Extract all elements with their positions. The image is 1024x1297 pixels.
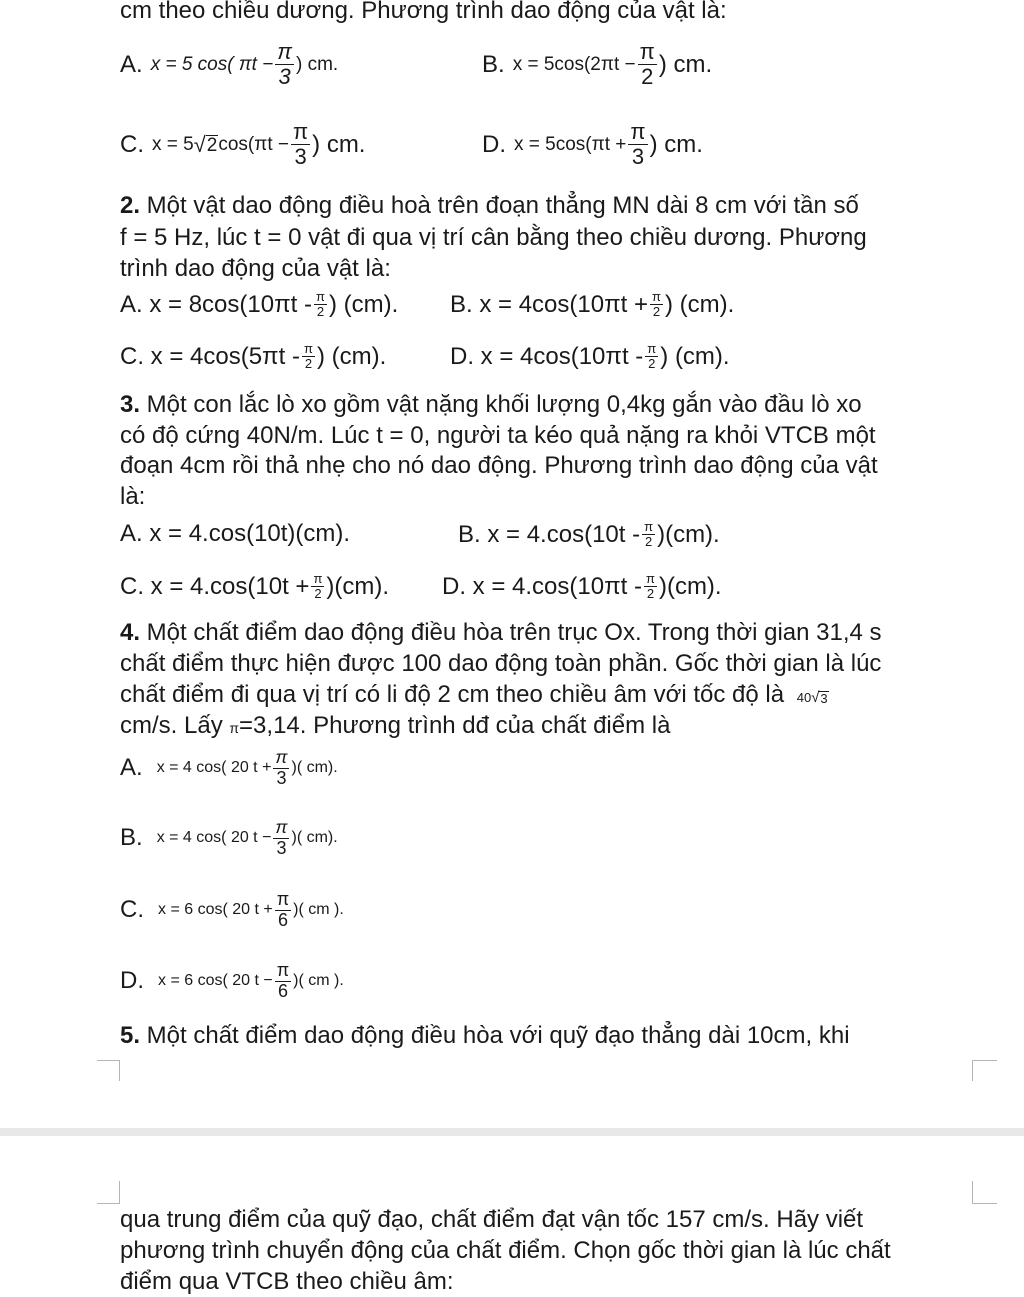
q2-option-b: B. x = 4cos(10πt + $\frac{\pi}{2}$ ) (cm).	[450, 289, 735, 320]
q2-line-3: trình dao động của vật là:	[120, 255, 391, 282]
q5-line-1: 5. Một chất điểm dao động điều hòa với quỹ đạo thẳng dài 10cm, khi	[120, 1022, 850, 1049]
page-corner-mark	[972, 1060, 997, 1081]
page-corner-mark	[972, 1181, 997, 1204]
q2-line-2: f = 5 Hz, lúc t = 0 vật đi qua vị trí cân bằng theo chiều dương. Phương	[120, 224, 867, 251]
q2-option-a: A. x = 8cos(10πt - $\frac{\pi}{2}$ ) (cm).	[120, 289, 399, 320]
page-corner-mark	[97, 1181, 120, 1204]
q1-option-c: C. x = 5 √ 2 cos(πt − $\frac{\pi}{3}$ ) cm.	[120, 119, 366, 170]
q3-line-3: đoạn 4cm rồi thả nhẹ cho nó dao động. Phương trình dao động của vật	[120, 452, 878, 479]
header-line: cm theo chiều dương. Phương trình dao động của vật là:	[120, 0, 727, 24]
q5-line-3: phương trình chuyển động của chất điểm. Chọn gốc thời gian là lúc chất	[120, 1237, 891, 1264]
sqrt-symbol: √ 2	[193, 131, 218, 157]
q4-line-4: cm/s. Lấy π=3,14. Phương trình dđ của chất điểm là	[120, 712, 671, 739]
q4-option-b: B. x = 4 cos( 20 t − $\frac{\pi}{3}$ )( cm).	[120, 817, 338, 858]
q3-line-2: có độ cứng 40N/m. Lúc t = 0, người ta kéo quả nặng ra khỏi VTCB một	[120, 422, 876, 449]
q5-line-4: điểm qua VTCB theo chiều âm:	[120, 1268, 454, 1295]
speed-value: 40 √ 3	[796, 689, 828, 706]
q4-line-1: 4. Một chất điểm dao động điều hòa trên trục Ox. Trong thời gian 31,4 s	[120, 619, 882, 646]
q1-option-b: B. x = 5cos(2πt − $\frac{\pi}{2}$ ) cm.	[482, 39, 713, 90]
q2-line-1: 2. Một vật dao động điều hoà trên đoạn thẳng MN dài 8 cm với tần số	[120, 192, 859, 219]
q3-line-1: 3. Một con lắc lò xo gồm vật nặng khối lượng 0,4kg gắn vào đầu lò xo	[120, 391, 862, 418]
q3-line-4: là:	[120, 483, 146, 510]
q1-option-d: D. x = 5cos(πt + $\frac{\pi}{3}$ ) cm.	[482, 119, 703, 170]
q1-option-a: A. x = 5 cos( πt − $\frac{\pi}{3}$ ) cm.	[120, 39, 339, 90]
q3-option-c: C. x = 4.cos(10t + $\frac{\pi}{2}$ )(cm).	[120, 571, 390, 602]
q4-option-c: C. x = 6 cos( 20 t + $\frac{\pi}{6}$ )( cm ).	[120, 889, 344, 930]
q4-line-3: chất điểm đi qua vị trí có li độ 2 cm theo chiều âm với tốc độ là 40 √ 3	[120, 681, 828, 708]
q3-option-b: B. x = 4.cos(10t - $\frac{\pi}{2}$ )(cm).	[458, 519, 720, 550]
q3-option-a: A. x = 4.cos(10t)(cm).	[120, 520, 351, 547]
q2-option-d: D. x = 4cos(10πt - $\frac{\pi}{2}$ ) (cm).	[450, 341, 730, 372]
q4-option-a: A. x = 4 cos( 20 t + $\frac{\pi}{3}$ )( cm).	[120, 747, 338, 788]
q3-option-d: D. x = 4.cos(10πt - $\frac{\pi}{2}$ )(cm).	[442, 571, 722, 602]
q2-option-c: C. x = 4cos(5πt - $\frac{\pi}{2}$ ) (cm).	[120, 341, 387, 372]
page-break-divider	[0, 1128, 1024, 1136]
page-corner-mark	[97, 1060, 120, 1081]
q4-option-d: D. x = 6 cos( 20 t − $\frac{\pi}{6}$ )( cm ).	[120, 960, 344, 1001]
q5-line-2: qua trung điểm của quỹ đạo, chất điểm đạt vận tốc 157 cm/s. Hãy viết	[120, 1206, 864, 1233]
q4-line-2: chất điểm thực hiện được 100 dao động toàn phần. Gốc thời gian là lúc	[120, 650, 882, 677]
